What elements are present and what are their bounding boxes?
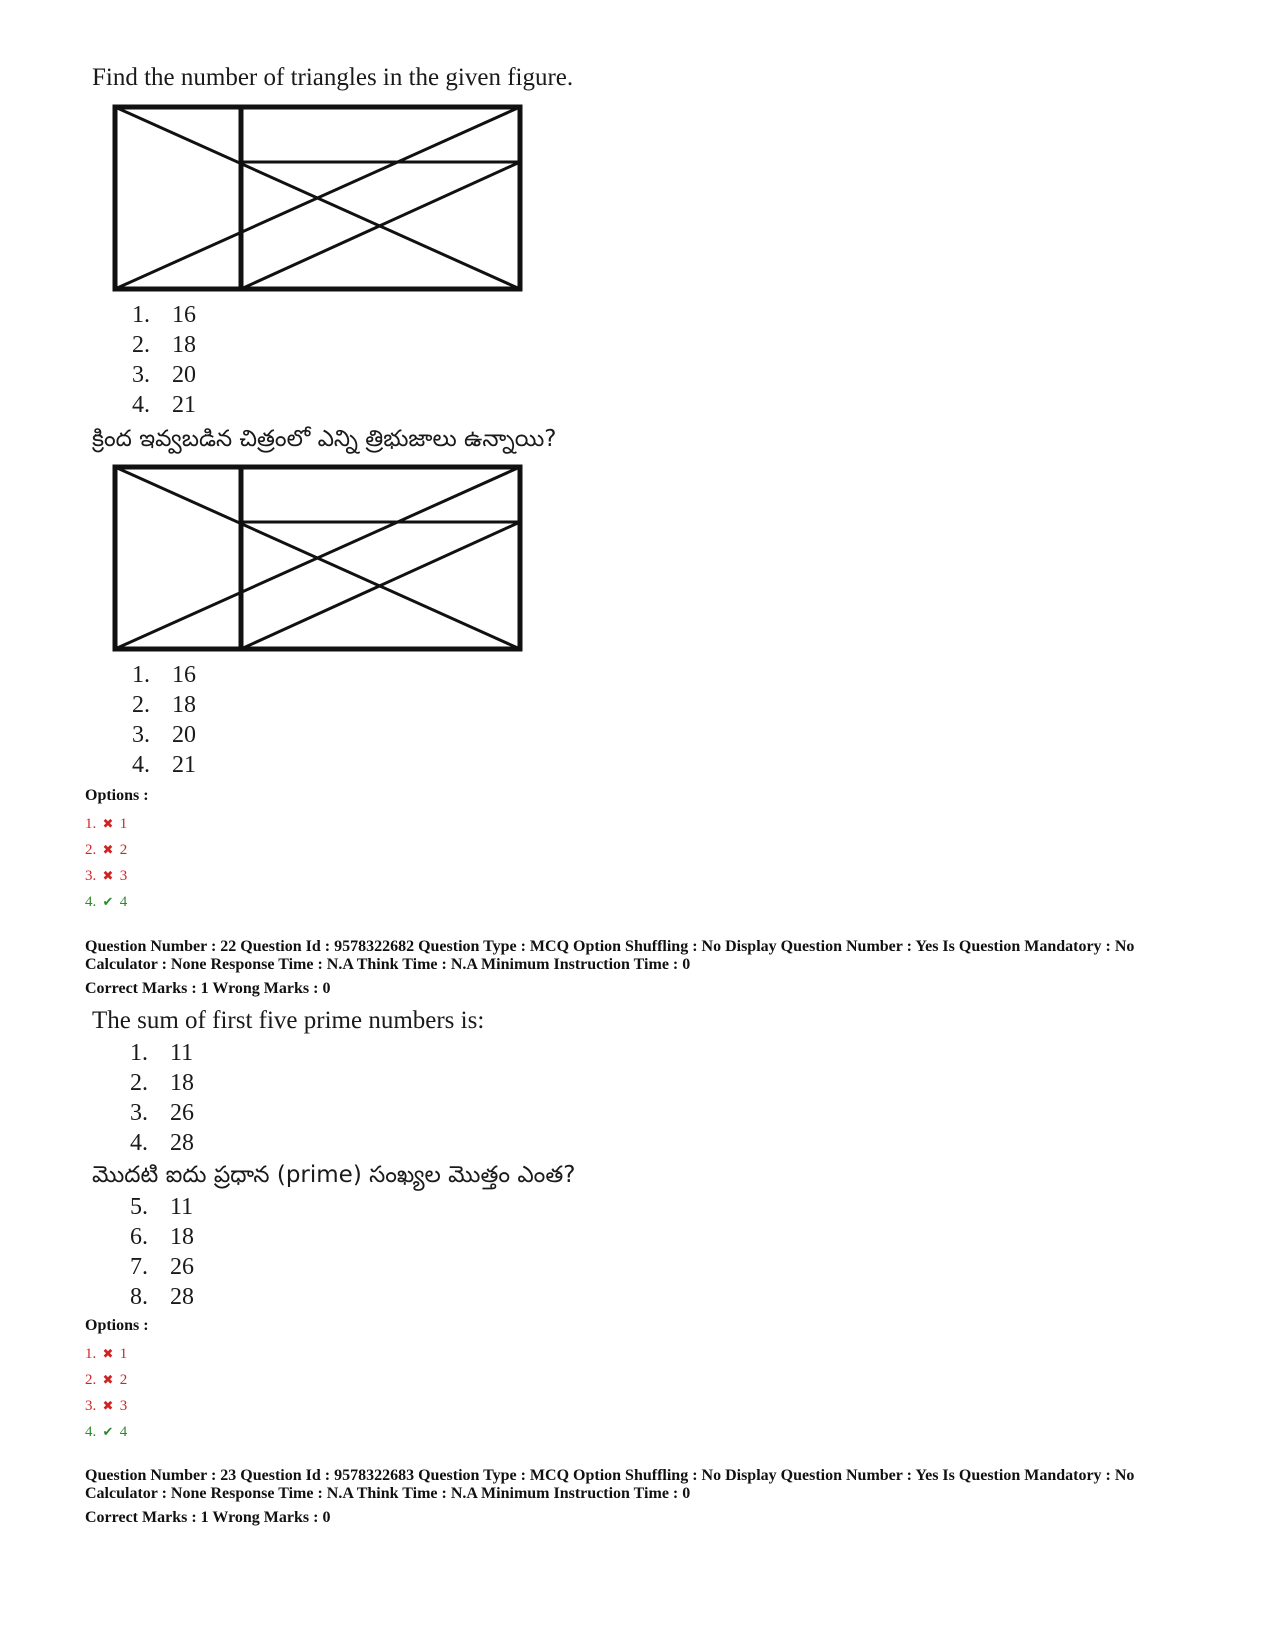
q21-choices [85,811,127,915]
cross-icon: ✖ [102,816,114,831]
q21-options-label: Options : [85,787,149,804]
list-item: 6. 18 [130,1224,194,1250]
list-item: 1. 11 [130,1040,194,1066]
check-icon: ✔ [102,1424,114,1439]
q23-meta-line1: Question Number : 23 Question Id : 9578322683 Question Type : MCQ Option Shuffling : No Display Question Number : Yes Is Question Mandatory : No [85,1467,1135,1484]
choice-option-4: 4. ✔ 4 [85,889,127,915]
cross-icon: ✖ [102,1398,114,1413]
list-item: 8. 28 [130,1284,194,1310]
q22-choices [85,1341,127,1445]
list-item: 7. 26 [130,1254,194,1280]
list-item: 2. 18 [132,332,196,358]
list-item: 1. 16 [132,302,196,328]
list-item: 4. 21 [132,752,196,778]
q23-marks: Correct Marks : 1 Wrong Marks : 0 [85,1509,331,1526]
list-item: 1. 16 [132,662,196,688]
choice-option-4: 4. ✔ 4 [85,1419,127,1445]
choice-option-2: 2. ✖ 2 [85,1367,127,1393]
list-item: 4. 21 [132,392,196,418]
list-item: 3. 20 [132,362,196,388]
list-item: 3. 20 [132,722,196,748]
q22-options-label: Options : [85,1317,149,1334]
choice-option-1: 1. ✖ 1 [85,1341,127,1367]
q21-options-list-en [132,300,196,420]
list-item: 4. 28 [130,1130,194,1156]
q21-options-list-te [132,660,196,780]
q22-marks: Correct Marks : 1 Wrong Marks : 0 [85,980,331,997]
q23-meta-line2: Calculator : None Response Time : N.A Think Time : N.A Minimum Instruction Time : 0 [85,1485,691,1502]
cross-icon: ✖ [102,1372,114,1387]
cross-icon: ✖ [102,868,114,883]
q22-meta [85,938,1134,974]
check-icon: ✔ [102,894,114,909]
choice-option-3: 3. ✖ 3 [85,1393,127,1419]
q23-meta [85,1467,1134,1503]
cross-icon: ✖ [102,842,114,857]
q21-triangle-figure-te [110,462,526,654]
q21-triangle-figure-en [110,102,526,294]
q22-question-text-en: The sum of first five prime numbers is: [92,1007,485,1034]
list-item: 2. 18 [130,1070,194,1096]
list-item: 5. 11 [130,1194,194,1220]
q22-question-text-te: మొదటి ఐదు ప్రధాన (prime) సంఖ్యల మొత్తం ఎంత? [92,1162,576,1188]
list-item: 3. 26 [130,1100,194,1126]
q22-options-list-en [130,1038,194,1158]
q21-question-text-en: Find the number of triangles in the given figure. [92,64,574,91]
list-item: 2. 18 [132,692,196,718]
choice-option-3: 3. ✖ 3 [85,863,127,889]
choice-option-1: 1. ✖ 1 [85,811,127,837]
q22-meta-line1: Question Number : 22 Question Id : 9578322682 Question Type : MCQ Option Shuffling : No Display Question Number : Yes Is Question Mandatory : No [85,938,1135,955]
q21-question-text-te: క్రింద ఇవ్వబడిన చిత్రంలో ఎన్ని త్రిభుజాలు ఉన్నాయి? [92,426,557,452]
q22-meta-line2: Calculator : None Response Time : N.A Think Time : N.A Minimum Instruction Time : 0 [85,956,691,973]
choice-option-2: 2. ✖ 2 [85,837,127,863]
cross-icon: ✖ [102,1346,114,1361]
q22-options-list-te [130,1192,194,1312]
